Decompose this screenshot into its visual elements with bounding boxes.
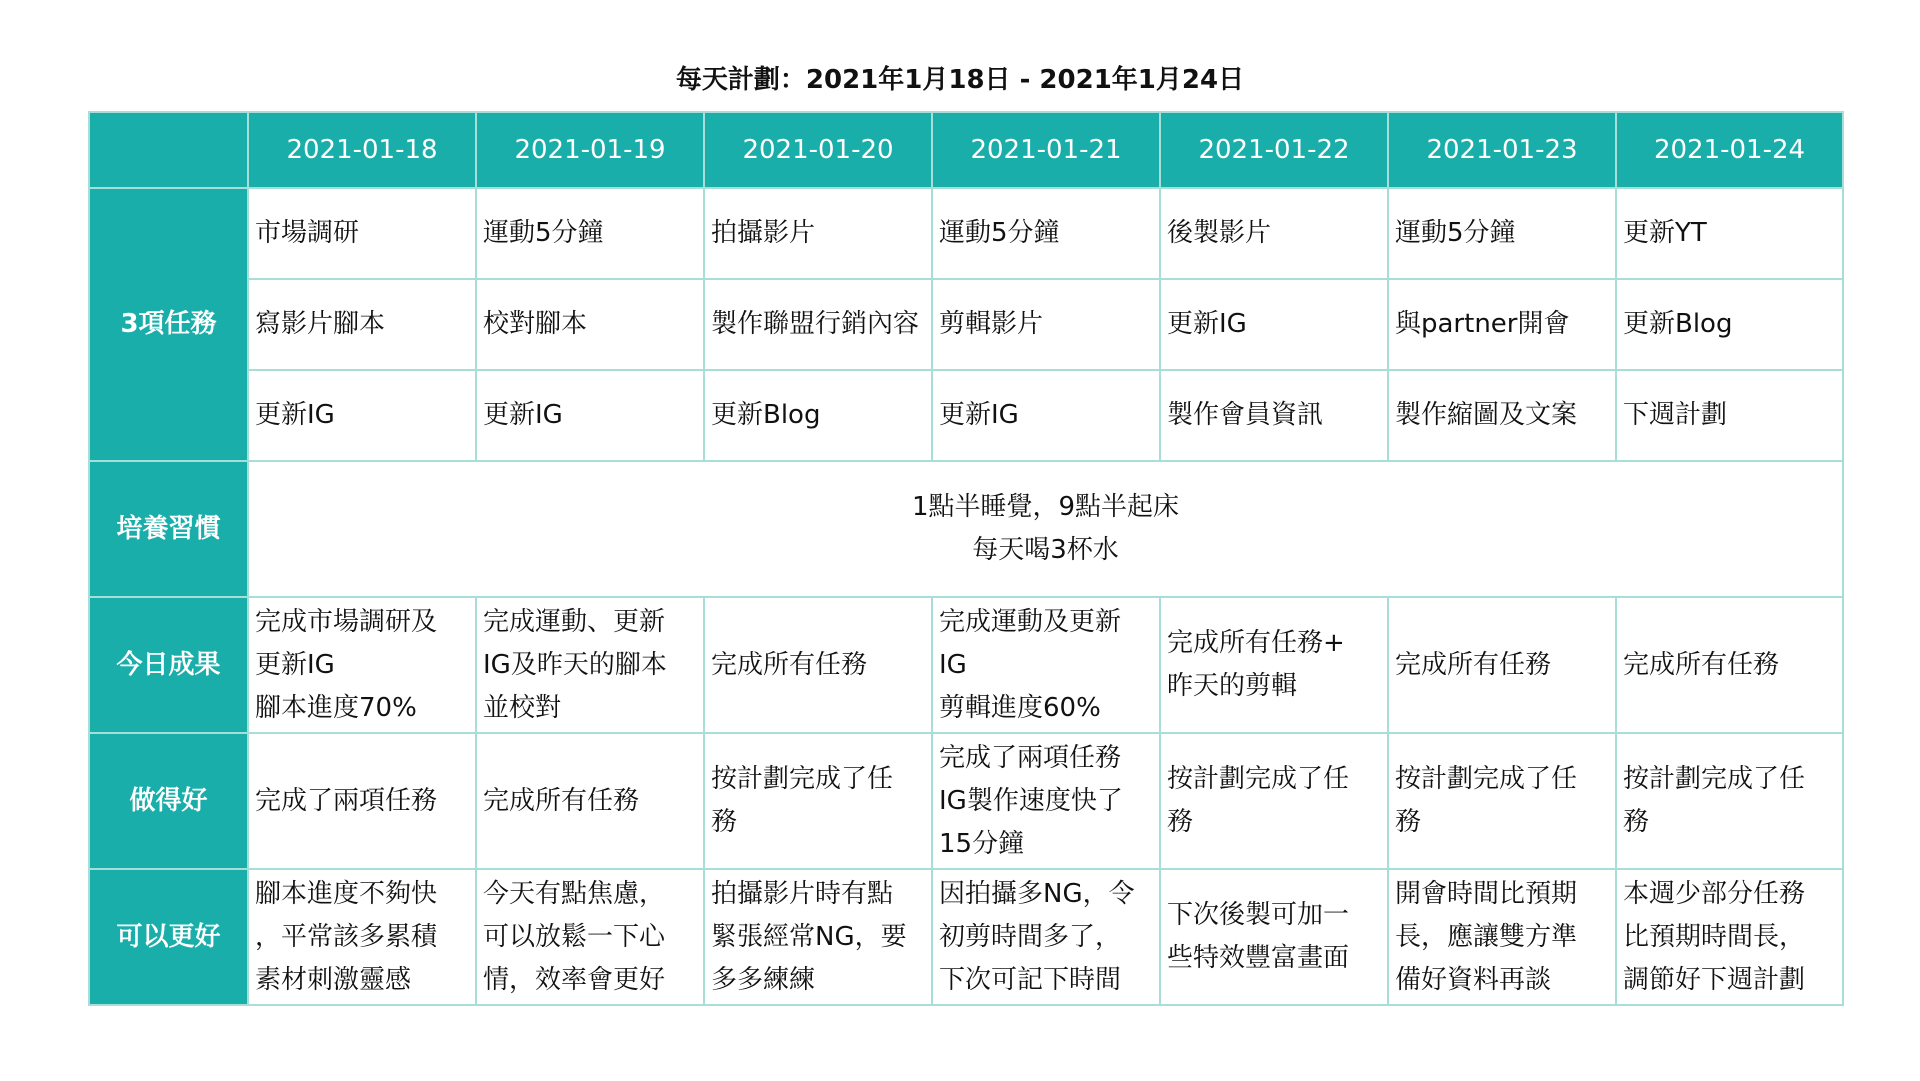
task-cell: 與partner開會 [1388, 279, 1616, 370]
task-cell: 拍攝影片 [704, 188, 932, 279]
row-label-better: 可以更好 [89, 869, 248, 1005]
cell-line: 按計劃完成了任 [1623, 764, 1806, 794]
cell-line: 因拍攝多NG，令 [939, 878, 1135, 909]
good-cell [932, 733, 1160, 869]
result-cell [248, 597, 476, 733]
cell-line: 下次後製可加一 [1167, 900, 1350, 930]
result-cell [1388, 597, 1616, 733]
cell-line: 務 [711, 807, 738, 837]
task-cell: 更新IG [476, 370, 704, 461]
results-row [89, 597, 1843, 733]
date-header: 2021-01-18 [248, 112, 476, 188]
task-cell: 更新Blog [1616, 279, 1843, 370]
date-header: 2021-01-24 [1616, 112, 1843, 188]
good-cell [476, 733, 704, 869]
better-cell [476, 869, 704, 1005]
task-cell: 運動5分鐘 [932, 188, 1160, 279]
cell-line: 完成所有任務 [711, 649, 868, 680]
task-row [89, 279, 1843, 370]
cell-line: 務 [1395, 807, 1422, 837]
cell-line: 完成所有任務 [1395, 649, 1552, 680]
cell-line: 下次可記下時間 [939, 964, 1122, 995]
cell-line: IG製作速度快了 [939, 785, 1123, 816]
cell-line: 些特效豐富畫面 [1167, 943, 1350, 973]
cell-line: 備好資料再談 [1395, 964, 1552, 995]
better-cell [704, 869, 932, 1005]
date-header: 2021-01-19 [476, 112, 704, 188]
better-cell [248, 869, 476, 1005]
task-cell: 更新Blog [704, 370, 932, 461]
cell-line: 務 [1167, 807, 1194, 837]
cell-line: 初剪時間多了， [939, 921, 1122, 952]
cell-line: 腳本進度不夠快 [255, 878, 438, 909]
task-cell: 製作縮圖及文案 [1388, 370, 1616, 461]
better-row [89, 869, 1843, 1005]
result-cell [476, 597, 704, 733]
better-cell [932, 869, 1160, 1005]
good-cell [1388, 733, 1616, 869]
good-row [89, 733, 1843, 869]
cell-line: 素材刺激靈感 [255, 964, 412, 995]
task-cell: 更新IG [248, 370, 476, 461]
good-cell [1616, 733, 1843, 869]
result-cell [1616, 597, 1843, 733]
cell-line: 多多練練 [711, 964, 816, 995]
cell-line: 完成所有任務 [1623, 649, 1780, 680]
cell-line: 更新IG [255, 649, 335, 680]
cell-line: IG及昨天的腳本 [483, 649, 667, 680]
task-cell: 後製影片 [1160, 188, 1388, 279]
result-cell [932, 597, 1160, 733]
cell-line: 剪輯進度60% [939, 692, 1101, 723]
task-cell: 製作會員資訊 [1160, 370, 1388, 461]
habits-cell [248, 461, 1843, 597]
date-header: 2021-01-22 [1160, 112, 1388, 188]
task-cell: 下週計劃 [1616, 370, 1843, 461]
page-title: 每天計劃：2021年1月18日 - 2021年1月24日 [675, 65, 1245, 95]
row-label-habits: 培養習慣 [89, 461, 248, 597]
corner-cell [89, 112, 248, 188]
habits-row [89, 461, 1843, 597]
row-label-good: 做得好 [89, 733, 248, 869]
date-header: 2021-01-23 [1388, 112, 1616, 188]
task-cell: 剪輯影片 [932, 279, 1160, 370]
cell-line: IG [939, 649, 967, 680]
cell-line: 緊張經常NG，要 [711, 921, 907, 952]
cell-line: 比預期時間長， [1623, 921, 1806, 952]
good-cell [1160, 733, 1388, 869]
row-label-tasks: 3項任務 [89, 188, 248, 461]
date-header: 2021-01-21 [932, 112, 1160, 188]
cell-line: 完成所有任務 [483, 785, 640, 816]
task-cell: 校對腳本 [476, 279, 704, 370]
cell-line: 拍攝影片時有點 [711, 878, 894, 909]
cell-line: 昨天的剪輯 [1167, 671, 1298, 701]
task-row [89, 370, 1843, 461]
weekly-plan-table [88, 111, 1844, 1006]
cell-line: 完成了兩項任務 [939, 742, 1122, 773]
good-cell [704, 733, 932, 869]
cell-line: 完成了兩項任務 [255, 785, 438, 816]
habit-line: 每天喝3杯水 [972, 535, 1119, 565]
cell-line: 開會時間比預期 [1395, 878, 1578, 909]
habit-line: 1點半睡覺，9點半起床 [911, 492, 1180, 522]
cell-line: 按計劃完成了任 [1167, 764, 1350, 794]
cell-line: 並校對 [483, 692, 562, 723]
good-cell [248, 733, 476, 869]
task-row [89, 188, 1843, 279]
task-cell: 市場調研 [248, 188, 476, 279]
task-cell: 更新YT [1616, 188, 1843, 279]
task-cell: 寫影片腳本 [248, 279, 476, 370]
cell-line: 按計劃完成了任 [1395, 764, 1578, 794]
better-cell [1388, 869, 1616, 1005]
task-cell: 運動5分鐘 [1388, 188, 1616, 279]
better-cell [1616, 869, 1843, 1005]
cell-line: 完成運動及更新 [939, 606, 1122, 637]
cell-line: 情，效率會更好 [483, 964, 666, 995]
cell-line: 完成市場調研及 [255, 606, 438, 637]
row-label-results: 今日成果 [89, 597, 248, 733]
cell-line: ，平常該多累積 [255, 921, 438, 952]
task-cell: 製作聯盟行銷內容 [704, 279, 932, 370]
cell-line: 本週少部分任務 [1623, 878, 1806, 909]
cell-line: 務 [1623, 807, 1650, 837]
task-cell: 更新IG [1160, 279, 1388, 370]
cell-line: 可以放鬆一下心 [483, 921, 666, 952]
cell-line: 長，應讓雙方準 [1395, 921, 1578, 952]
task-cell: 更新IG [932, 370, 1160, 461]
better-cell [1160, 869, 1388, 1005]
cell-line: 按計劃完成了任 [711, 764, 894, 794]
cell-line: 調節好下週計劃 [1623, 964, 1806, 995]
task-cell: 運動5分鐘 [476, 188, 704, 279]
result-cell [1160, 597, 1388, 733]
date-header: 2021-01-20 [704, 112, 932, 188]
cell-line: 完成運動、更新 [483, 606, 666, 637]
result-cell [704, 597, 932, 733]
cell-line: 今天有點焦慮， [483, 878, 666, 909]
cell-line: 完成所有任務+ [1167, 628, 1345, 658]
cell-line: 腳本進度70% [255, 692, 417, 723]
cell-line: 15分鐘 [939, 828, 1025, 859]
date-header-row [89, 112, 1843, 188]
